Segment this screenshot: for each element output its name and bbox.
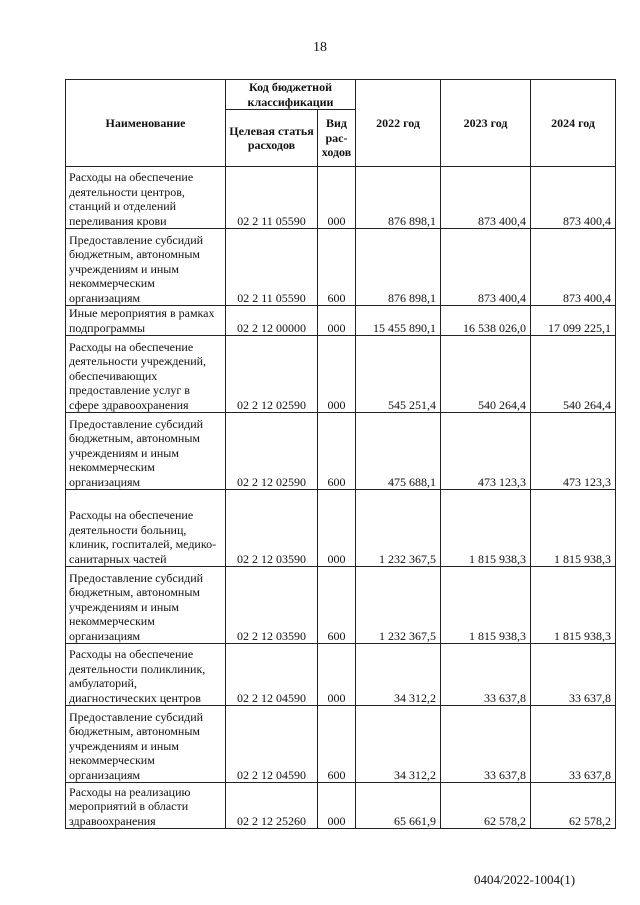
header-target: Целевая статья расходов — [226, 110, 318, 167]
table-row — [66, 567, 616, 644]
row-expense-type: 000 — [318, 167, 356, 229]
row-value-2024: 1 815 938,3 — [531, 567, 616, 644]
page-number: 18 — [313, 40, 327, 55]
row-value-2023: 873 400,4 — [441, 229, 531, 306]
row-name: Предоставление субсидий бюджетным, автономным учреждениям и иным некоммерческим организациям — [66, 567, 226, 644]
row-value-2023: 1 815 938,3 — [441, 490, 531, 567]
header-2023: 2023 год — [441, 80, 531, 167]
row-target-code: 02 2 12 03590 — [226, 567, 318, 644]
row-target-code: 02 2 12 25260 — [226, 783, 318, 829]
row-value-2022: 545 251,4 — [356, 336, 441, 413]
row-value-2024: 473 123,3 — [531, 413, 616, 490]
row-target-code: 02 2 12 04590 — [226, 706, 318, 783]
row-value-2024: 33 637,8 — [531, 706, 616, 783]
document-code: 0404/2022-1004(1) — [474, 872, 576, 887]
header-2024: 2024 год — [531, 80, 616, 167]
row-value-2022: 34 312,2 — [356, 706, 441, 783]
row-value-2024: 62 578,2 — [531, 783, 616, 829]
row-value-2023: 873 400,4 — [441, 167, 531, 229]
header-name: Наименование — [66, 80, 226, 167]
row-value-2022: 475 688,1 — [356, 413, 441, 490]
row-expense-type: 000 — [318, 306, 356, 336]
row-value-2024: 873 400,4 — [531, 229, 616, 306]
row-value-2024: 540 264,4 — [531, 336, 616, 413]
row-value-2024: 873 400,4 — [531, 167, 616, 229]
header-2022: 2022 год — [356, 80, 441, 167]
row-expense-type: 600 — [318, 413, 356, 490]
row-target-code: 02 2 12 03590 — [226, 490, 318, 567]
table-row — [66, 306, 616, 336]
header-kbk: Код бюджетной классификации — [226, 80, 356, 110]
table-row — [66, 336, 616, 413]
row-name: Предоставление субсидий бюджетным, автономным учреждениям и иным некоммерческим организациям — [66, 229, 226, 306]
row-name: Иные мероприятия в рамках подпрограммы — [66, 306, 226, 336]
row-name: Предоставление субсидий бюджетным, автономным учреждениям и иным некоммерческим организациям — [66, 706, 226, 783]
row-name: Расходы на реализацию мероприятий в области здравоохранения — [66, 783, 226, 829]
budget-table — [65, 79, 616, 829]
row-value-2023: 33 637,8 — [441, 644, 531, 706]
row-target-code: 02 2 11 05590 — [226, 167, 318, 229]
table-body — [66, 167, 616, 829]
row-value-2023: 16 538 026,0 — [441, 306, 531, 336]
row-name: Расходы на обеспечение деятельности поликлиник, амбулаторий, диагностических центров — [66, 644, 226, 706]
row-value-2023: 62 578,2 — [441, 783, 531, 829]
table-row — [66, 413, 616, 490]
row-value-2022: 876 898,1 — [356, 229, 441, 306]
table-row — [66, 167, 616, 229]
row-value-2023: 473 123,3 — [441, 413, 531, 490]
row-name: Расходы на обеспечение деятельности центров, станций и отделений переливания крови — [66, 167, 226, 229]
row-target-code: 02 2 12 00000 — [226, 306, 318, 336]
table-row — [66, 490, 616, 567]
row-name: Расходы на обеспечение деятельности учреждений, обеспечивающих предоставление услуг в сфере здравоохранения — [66, 336, 226, 413]
row-value-2023: 540 264,4 — [441, 336, 531, 413]
row-expense-type: 000 — [318, 336, 356, 413]
row-target-code: 02 2 11 05590 — [226, 229, 318, 306]
header-vid: Вид рас-ходов — [318, 110, 356, 167]
row-expense-type: 000 — [318, 783, 356, 829]
row-name: Расходы на обеспечение деятельности больниц, клиник, госпиталей, медико-санитарных частей — [66, 490, 226, 567]
row-value-2023: 1 815 938,3 — [441, 567, 531, 644]
row-value-2022: 34 312,2 — [356, 644, 441, 706]
row-expense-type: 600 — [318, 229, 356, 306]
row-value-2022: 15 455 890,1 — [356, 306, 441, 336]
row-expense-type: 600 — [318, 567, 356, 644]
row-target-code: 02 2 12 02590 — [226, 336, 318, 413]
table-row — [66, 644, 616, 706]
row-target-code: 02 2 12 04590 — [226, 644, 318, 706]
row-value-2022: 65 661,9 — [356, 783, 441, 829]
row-expense-type: 000 — [318, 490, 356, 567]
row-value-2024: 17 099 225,1 — [531, 306, 616, 336]
table-row — [66, 783, 616, 829]
row-value-2024: 1 815 938,3 — [531, 490, 616, 567]
row-value-2022: 1 232 367,5 — [356, 567, 441, 644]
row-expense-type: 000 — [318, 644, 356, 706]
row-value-2024: 33 637,8 — [531, 644, 616, 706]
row-value-2023: 33 637,8 — [441, 706, 531, 783]
row-name: Предоставление субсидий бюджетным, автономным учреждениям и иным некоммерческим организациям — [66, 413, 226, 490]
table-row — [66, 229, 616, 306]
row-expense-type: 600 — [318, 706, 356, 783]
row-value-2022: 1 232 367,5 — [356, 490, 441, 567]
row-target-code: 02 2 12 02590 — [226, 413, 318, 490]
row-value-2022: 876 898,1 — [356, 167, 441, 229]
table-row — [66, 706, 616, 783]
